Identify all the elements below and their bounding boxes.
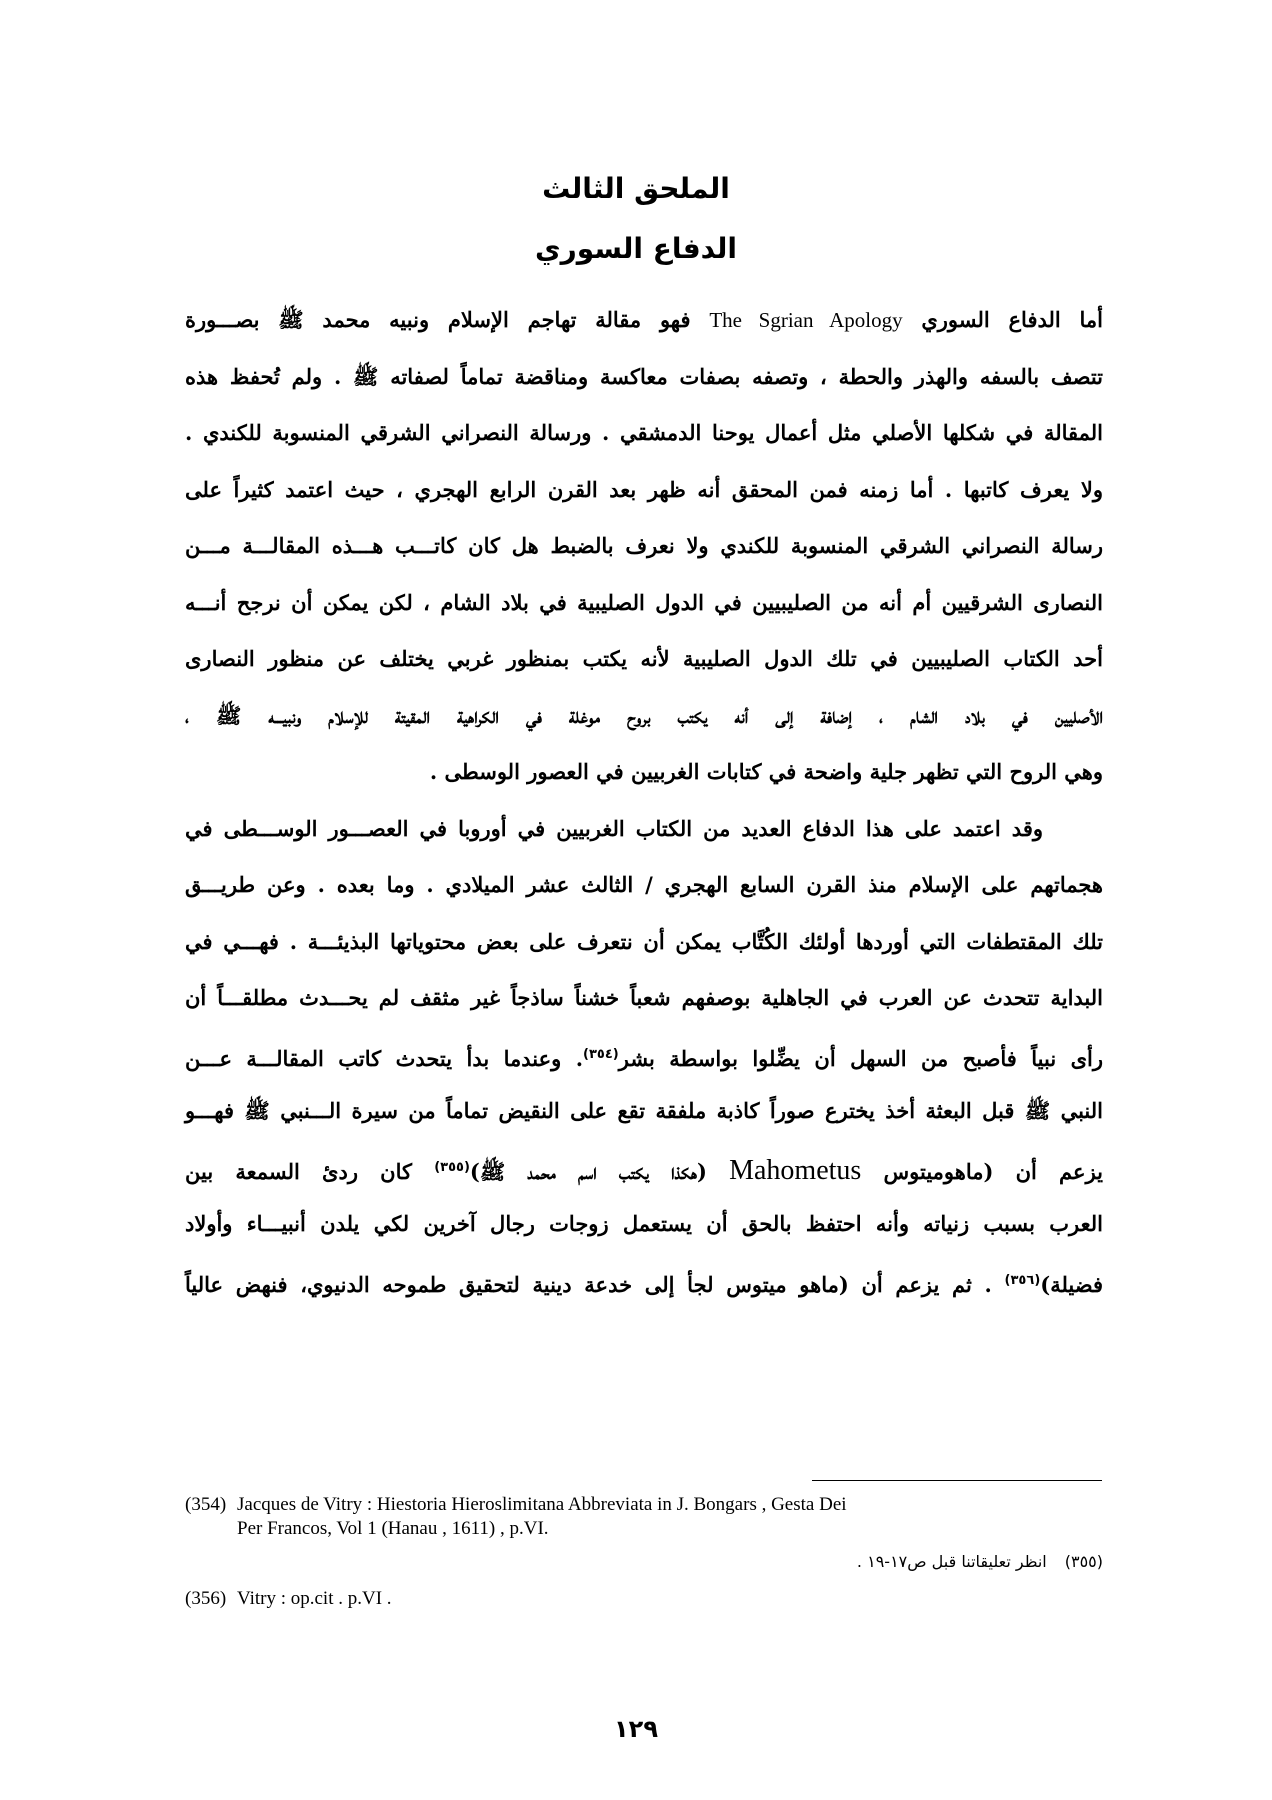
- line-text: فهو مقالة تهاجم الإسلام ونبيه محمد ﷺ بصـــورة: [185, 307, 710, 332]
- footnote-text: Jacques de Vitry : Hiestoria Hieroslimitana Abbreviata in J. Bongars , Gesta Dei: [237, 1494, 847, 1515]
- footnote-number: (354): [185, 1494, 227, 1515]
- footnote-355: [185, 1551, 1103, 1573]
- text-line: [185, 292, 1103, 349]
- footnote-number: (٣٥٥): [1064, 1552, 1103, 1571]
- line-text: فضيلة): [1040, 1271, 1103, 1297]
- text-line: الأصليين في بلاد الشام ، إضافة إلى أنه يكتب بروح موغلة في الكراهية المقيتة للإسلام ونبيـــه ﷺ ،: [185, 702, 1103, 728]
- text-line: العرب بسبب زنياته وأنه احتفظ بالحق أن يستعمل زوجات رجال آخرين لكي يلدن أنبيـــاء وأولاد: [185, 1211, 1103, 1236]
- text-line: النصارى الشرقيين أم أنه من الصليبيين في الدول الصليبية في بلاد الشام ، لكن يمكن أن نرجح أنـــه: [185, 589, 1103, 615]
- body-paragraphs: [185, 292, 1103, 1309]
- footnotes: [185, 1493, 1103, 1611]
- text-line: هجماتهم على الإسلام منذ القرن السابع الهجري / الثالث عشر الميلادي . وما بعده . وعن طريـــق: [185, 872, 1103, 897]
- text-line: [185, 1140, 1103, 1197]
- footnote-356: [185, 1587, 1103, 1611]
- text-line: أحد الكتاب الصليبيين في تلك الدول الصليبية لأنه يكتب بمنظور غربي يختلف عن منظور النصارى: [185, 646, 1103, 671]
- footnote-text-continued: Per Francos, Vol 1 (Hanau , 1611) , p.VI.: [237, 1518, 549, 1539]
- line-text: أما الدفاع السوري: [902, 307, 1104, 332]
- footnote-separator: [812, 1480, 1102, 1481]
- text-line: تلك المقتطفات التي أوردها أولئك الكُتَّاب يمكن أن نتعرف على بعض محتوياتها البذيئـــة . فهـــي في: [185, 928, 1103, 954]
- text-line: البداية تتحدث عن العرب في الجاهلية بوصفهم شعباً خشناً ساذجاً غير مثقف لم يحـــدث مطلقـــاً أن: [185, 985, 1103, 1010]
- latin-term: Mahometus: [729, 1154, 862, 1186]
- text-line: وقد اعتمد على هذا الدفاع العديد من الكتاب الغربيين في أوروبا في العصـــور الوســـطى في: [185, 815, 1043, 841]
- text-line: رسالة النصراني الشرقي المنسوبة للكندي ولا نعرف بالضبط هل كان كاتـــب هـــذه المقالـــة مـــن: [185, 533, 1103, 558]
- footnote-ref[interactable]: (٣٥٦): [1004, 1272, 1041, 1288]
- text-line: [185, 1253, 1103, 1310]
- footnote-number: (356): [185, 1588, 227, 1609]
- text-line: [185, 1027, 1103, 1084]
- text-line: النبي ﷺ قبل البعثة أخذ يخترع صوراً كاذبة ملفقة تقع على النقيض تماماً من سيرة الـــنبي ﷺ فهـــو: [185, 1098, 1103, 1123]
- text-line: تتصف بالسفه والهذر والحطة ، وتصفه بصفات معاكسة ومناقضة تماماً لصفاته ﷺ . ولم تُحفظ هذه: [185, 363, 1103, 389]
- line-text: كان ردئ السمعة بين: [185, 1158, 435, 1184]
- text-line: المقالة في شكلها الأصلي مثل أعمال يوحنا الدمشقي . ورسالة النصراني الشرقي المنسوبة للكندي .: [185, 420, 1103, 445]
- line-text: رأى نبياً فأصبح من السهل أن يضِّلوا بواسطة بشر: [618, 1045, 1103, 1071]
- latin-term: The Sgrian Apology: [709, 308, 903, 332]
- appendix-title: الملحق الثالث: [542, 172, 730, 205]
- line-text: . وعندما بدأ يتحدث كاتب المقالـــة عـــن: [185, 1045, 584, 1071]
- line-text: . ثم يزعم أن (ماهو ميتوس لجأ إلى خدعة دينية لتحقيق طموحه الدنيوي، فنهض عالياً: [185, 1271, 1005, 1297]
- line-text: (هكذا يكتب اسم محمد ﷺ): [469, 1158, 730, 1184]
- page-number: ١٢٩: [614, 1715, 658, 1743]
- footnote-ref[interactable]: (٣٥٥): [434, 1159, 470, 1175]
- footnote-text: Vitry : op.cit . p.VI .: [237, 1588, 392, 1609]
- footnote-354: [185, 1493, 1103, 1541]
- section-title: الدفاع السوري: [535, 232, 737, 265]
- text-line: وهي الروح التي تظهر جلية واضحة في كتابات الغربيين في العصور الوسطى .: [429, 759, 1103, 784]
- footnote-ref[interactable]: (٣٥٤): [583, 1046, 619, 1062]
- text-line: ولا يعرف كاتبها . أما زمنه فمن المحقق أنه ظهر بعد القرن الرابع الهجري ، حيث اعتمد كثيراً على: [185, 476, 1103, 502]
- line-text: يزعم أن (ماهوميتوس: [861, 1158, 1103, 1184]
- footnote-text: انظر تعليقاتنا قبل ص١٧-١٩ .: [856, 1552, 1047, 1571]
